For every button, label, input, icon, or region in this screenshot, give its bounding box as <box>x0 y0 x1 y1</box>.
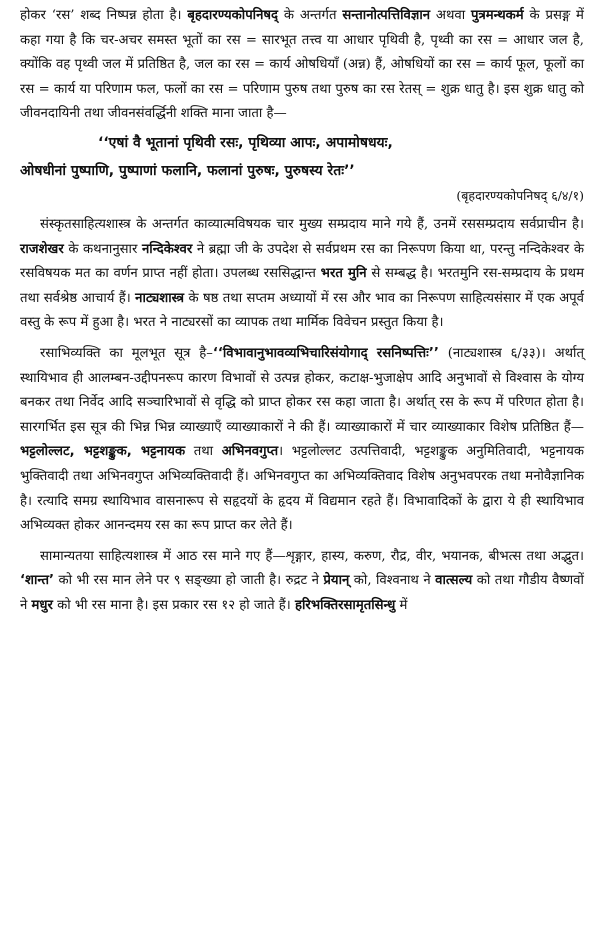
verse-citation: (बृहदारण्यकोपनिषद् ६/४/१) <box>456 187 584 203</box>
bold-term: भरत मुनि <box>320 266 367 282</box>
bold-term: भट्टलोल्लट, भट्टशङ्कुक, भट्टनायक <box>20 444 186 460</box>
text: के कथनानुसार <box>68 241 138 257</box>
text: । भट्टलोल्लट उत्पत्तिवादी, भट्टशङ्कुक अनुमितिवादी, भट्टनायक भुक्तिवादी तथा अभिनवगुप्त अभिव्यक्तिवादी हैं। अभिनवगुप्त का अभिव्यक्तिवाद विशेष अनुभवपरक तथा मनोवैज्ञानिक है। रत्यादि समग्र स्थायिभाव वासनारूप से सहृदयों के हृदय में विद्यमान रहते हैं। विभावादिकों के द्वारा ये ही स्थायिभाव अभिव्यक्त होकर आनन्दमय रस का रूप प्राप्त कर लेते हैं। <box>20 444 584 534</box>
text: को भी रस माना है। इस प्रकार रस १२ हो जाते हैं। <box>57 597 291 613</box>
text: होकर ‘रस’ शब्द निष्पन्न होता है। <box>20 8 182 23</box>
quoted-verse <box>20 129 584 185</box>
bold-term: नाट्यशास्त्र <box>135 290 185 306</box>
paragraph-rasa-count <box>20 545 584 619</box>
text: में <box>399 597 408 613</box>
bold-term: हरिभक्तिरसामृतसिन्धु <box>295 597 396 613</box>
bold-term: अभिनवगुप्त <box>221 444 279 460</box>
text: से सम्बद्ध है। भरतमुनि रस-सम्प्रदाय के प्रथम तथा सर्वश्रेष्ठ आचार्य हैं। <box>20 266 584 306</box>
verse-line-1: ‘‘एषां वै भूतानां पृथिवी रसः, पृथिव्या आपः, अपामोषधयः, <box>98 134 393 151</box>
text: के प्रसङ्ग में कहा गया है कि चर-अचर समस्त भूतों का रस = सारभूत तत्त्व या आधार पृथिवी है, पृथ्वी का रस = आधार जल है, क्योंकि वह पृथ्वी जल में प्रतिष्ठित है, जल का रस = कार्य ओषधियाँ (अन्न) हैं, ओषधियों का रस = कार्य फूल, फूलों का रस = कार्य या परिणाम फल, फलों का रस = परिणाम पुरुष तथा पुरुष का रस रेतस् = शुक्र धातु है। इस शुक्र धातु को जीवनदायिनी तथा जीवनसंवर्द्धिनी शक्ति माना जाता है— <box>20 8 584 122</box>
text: को भी रस मान लेने पर ९ सङ्ख्या हो जाती है। रुद्रट ने <box>58 573 319 589</box>
bold-sutra: ‘‘विभावानुभावव्यभिचारिसंयोगाद् रसनिष्पत्तिः’’ <box>212 345 439 361</box>
paragraph-rasa-sutra <box>20 342 584 539</box>
bold-term: नन्दिकेश्वर <box>141 241 193 257</box>
text: रसाभिव्यक्ति का मूलभूत सूत्र है– <box>40 345 213 361</box>
text: अथवा <box>435 8 466 23</box>
text: (नाट्यशास्त्र ६/३३)। अर्थात् स्थायिभाव ही आलम्बन-उद्दीपनरूप कारण विभावों से उत्पन्न होकर, कटाक्ष-भुजाक्षेप आदि अनुभावों से विश्वास के योग्य बनकर तथा निर्वेद आदि सञ्चारिभावों से वृद्धि को प्राप्त होकर रस कहा जाता है। अर्थात् रस के रूप में परिणत होता है। सारगर्भित इस सूत्र की भिन्न भिन्न व्याख्याएँ व्याख्याकारों ने की हैं। व्याख्याकारों में चार व्याख्याकार विशेष प्रतिष्ठित हैं— <box>20 345 584 435</box>
bold-term: प्रेयान् <box>323 573 350 589</box>
bold-term: ‘शान्त’ <box>20 573 54 589</box>
bold-term: राजशेखर <box>20 241 64 257</box>
text: को तथा गौडीय वैष्णवों ने <box>20 573 584 613</box>
text: ने ब्रह्मा जी के उपदेश से सर्वप्रथम रस का निरूपण किया था, परन्तु नन्दिकेश्वर के रसविषयक मत का वर्णन प्राप्त नहीं होता। उपलब्ध रससिद्धान्त <box>20 241 584 282</box>
bold-term: मधुर <box>31 597 53 613</box>
bold-term: बृहदारण्यकोपनिषद् <box>187 8 279 23</box>
bold-term: पुत्रमन्थकर्म <box>471 8 524 23</box>
paragraph-upanishad-rasa <box>20 4 584 127</box>
text: तथा <box>193 444 214 460</box>
paragraph-rasa-sampradaya <box>20 213 584 336</box>
bold-term: वात्सल्य <box>435 573 473 589</box>
text: को, विश्वनाथ ने <box>353 573 431 589</box>
verse-line-2: ओषधीनां पुष्पाणि, पुष्पाणां फलानि, फलानां पुरुषः, पुरुषस्य रेतः’’ <box>20 162 355 179</box>
text: संस्कृतसाहित्यशास्त्र के अन्तर्गत काव्यात्मविषयक चार मुख्य सम्प्रदाय माने गये हैं, उनमें रससम्प्रदाय सर्वप्राचीन है। <box>40 216 584 232</box>
text: के षष्ठ तथा सप्तम अध्यायों में रस और भाव का निरूपण साहित्यसंसार में एक अपूर्व वस्तु के रूप में हुआ है। भरत ने नाट्यरसों का व्यापक तथा मार्मिक विवेचन प्रस्तुत किया है। <box>20 290 584 331</box>
text: सामान्यतया साहित्यशास्त्र में आठ रस माने गए हैं—शृङ्गार, हास्य, करुण, रौद्र, वीर, भयानक, बीभत्स तथा अद्भुत। <box>40 548 584 564</box>
text: के अन्तर्गत <box>283 8 337 23</box>
bold-term: सन्तानोत्पत्तिविज्ञान <box>342 8 431 23</box>
